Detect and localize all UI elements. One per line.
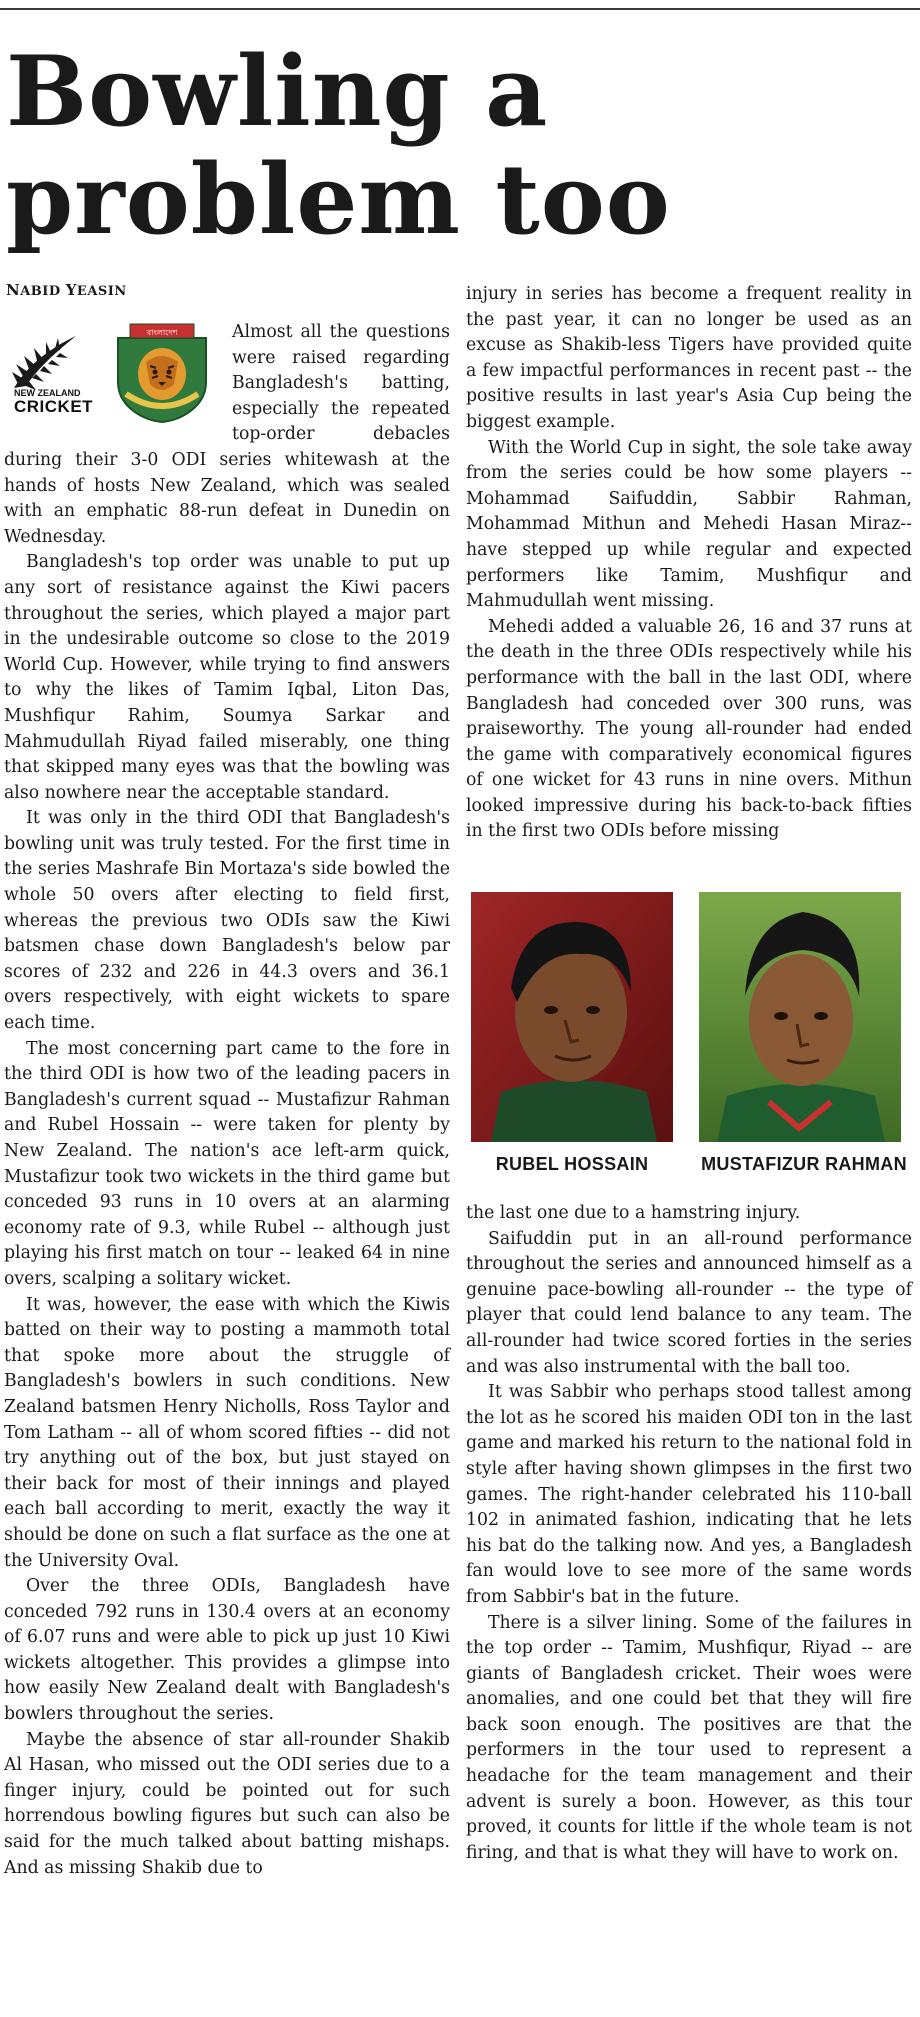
paragraph: The most concerning part came to the fore in the third ODI is how two of the leading pacers in Bangladesh's current squad -- Mustafizur Rahman and Rubel Hossain -- were taken for plenty by New Zealand. The nation's ace left-arm quick, Mustafizur took two wickets in the third game but conceded 93 runs in 10 overs at an alarming economy rate of 9.3, while Rubel -- although just playing his first match on tour -- leaked 64 in nine overs, scalping a solitary wicket. <box>4 1038 450 1289</box>
bangladesh-cricket-board-logo <box>112 322 212 424</box>
paragraph: Mehedi added a valuable 26, 16 and 37 runs at the death in the three ODIs respectively while his performance with the ball in the last ODI, where Bangladesh had conceded over 300 runs, was praiseworthy. The young all-rounder had ended the game with comparatively economical figures of one wicket for 43 runs in nine overs. Mithun looked impressive during his back-to-back fifties in the first two ODIs before missing <box>466 616 912 842</box>
player-photos <box>466 892 912 1192</box>
nz-logo-line-1: NEW ZEALAND <box>14 388 81 398</box>
paragraph: It was only in the third ODI that Bangladesh's bowling unit was truly tested. For the first time in the series Mashrafe Bin Mortaza's side bowled the whole 50 overs after electing to field first, whereas the previous two ODIs saw the Kiwi batsmen chase down Bangladesh's below par scores of 232 and 226 in 44.3 overs and 36.1 overs respectively, with eight wickets to spare each time. <box>4 808 450 1034</box>
headline-line-1: Bowling a <box>6 35 549 148</box>
headline-line-2: problem too <box>6 143 671 256</box>
paragraph: Bangladesh's top order was unable to put up any sort of resistance against the Kiwi pacers throughout the series, which played a major part in the undesirable outcome so close to the 2019 World Cup. However, while trying to find answers to why the likes of Tamim Iqbal, Liton Das, Mushfiqur Rahim, Soumya Sarkar and Mahmudullah Riyad failed miserably, one thing that skipped many eyes was that the bowling was also nowhere near the acceptable standard. <box>4 552 450 803</box>
team-logos <box>4 322 222 424</box>
photo-caption-left: RUBEL HOSSAIN <box>495 1154 649 1174</box>
byline-first-initial: N <box>6 281 21 299</box>
rubel-hossain-photo <box>471 892 673 1142</box>
byline-last-initial: Y <box>65 281 77 299</box>
paragraph: It was, however, the ease with which the Kiwis batted on their way to posting a mammoth total that spoke more about the struggle of Bangladesh's bowlers in such conditions. New Zealand batsmen Henry Nicholls, Ross Taylor and Tom Latham -- all of whom scored fifties -- did not try anything out of the box, but just stayed on their back for most of their innings and played each ball according to merit, exactly the way it should be done on such a flat surface as the one at the University Oval. <box>4 1294 450 1571</box>
paragraph: the last one due to a hamstring injury. <box>466 1203 801 1223</box>
article-column-left <box>4 320 450 1881</box>
byline-first-rest: ABID <box>20 284 66 299</box>
paragraph: Maybe the absence of star all-rounder Shakib Al Hasan, who missed out the ODI series due to a finger injury, could be pointed out for such horrendous bowling figures but such can also be said for the much talked about batting mishaps. And as missing Shakib due to <box>4 1729 450 1878</box>
paragraph: Over the three ODIs, Bangladesh have conceded 792 runs in 130.4 overs at an economy of 6.07 runs and were able to pick up just 10 Kiwi wickets altogether. This provides a glimpse into how easily New Zealand dealt with Bangladesh's bowlers throughout the series. <box>4 1576 450 1725</box>
bd-logo-text: বাংলাদেশ <box>146 328 178 337</box>
nz-logo-line-2: CRICKET <box>14 397 94 416</box>
paragraph: It was Sabbir who perhaps stood tallest among the lot as he scored his maiden ODI ton in the last game and marked his return to the national fold in style after having shown glimpses in the first two games. The right-hander celebrated his 110-ball 102 in animated fashion, indicating that he lets his bat do the talking now. And yes, a Bangladesh fan would love to see more of the same words from Sabbir's bat in the future. <box>466 1382 912 1607</box>
byline <box>6 281 127 299</box>
headline <box>6 35 906 256</box>
article-column-right-bottom <box>466 1201 912 1866</box>
paragraph: Almost all the questions were raised regarding Bangladesh's batting, especially the repeated top-order debacles during their 3-0 ODI series whitewash at the hands of hosts New Zealand, which was sealed with an emphatic 88-run defeat in Dunedin on Wednesday. <box>4 322 450 547</box>
nz-logo-text <box>14 388 93 416</box>
paragraph: With the World Cup in sight, the sole take away from the series could be how some players -- Mohammad Saifuddin, Sabbir Rahman, Mohammad Mithun and Mehedi Hasan Miraz-- have stepped up while regular and expected performers like Tamim, Mushfiqur and Mahmudullah went missing. <box>466 437 912 612</box>
mustafizur-rahman-photo <box>699 892 901 1142</box>
byline-last-rest: EASIN <box>76 284 127 299</box>
photo-caption-right: MUSTAFIZUR RAHMAN <box>701 1154 907 1174</box>
paragraph: Saifuddin put in an all-round performance throughout the series and announced himself as a genuine pace-bowling all-rounder -- the type of player that could lend balance to any team. The all-rounder had twice scored forties in the series and was also instrumental with the ball too. <box>466 1228 912 1377</box>
paragraph: There is a silver lining. Some of the failures in the top order -- Tamim, Mushfiqur, Riyad -- are giants of Bangladesh cricket. Their woes were anomalies, and one could bet that they will fire back soon enough. The positives are that the performers in the tour used to represent a headache for the team management and their advent is surely a boon. However, as this tour proved, it counts for little if the whole team is not firing, and that is what they will have to work on. <box>466 1612 912 1863</box>
top-rule <box>0 8 920 10</box>
paragraph: injury in series has become a frequent reality in the past year, it can no longer be used as an excuse as Shakib-less Tigers have provided quite a few impactful performances in recent past -- the positive results in last year's Asia Cup being the biggest example. <box>466 284 912 432</box>
article-column-right-top <box>466 282 912 845</box>
